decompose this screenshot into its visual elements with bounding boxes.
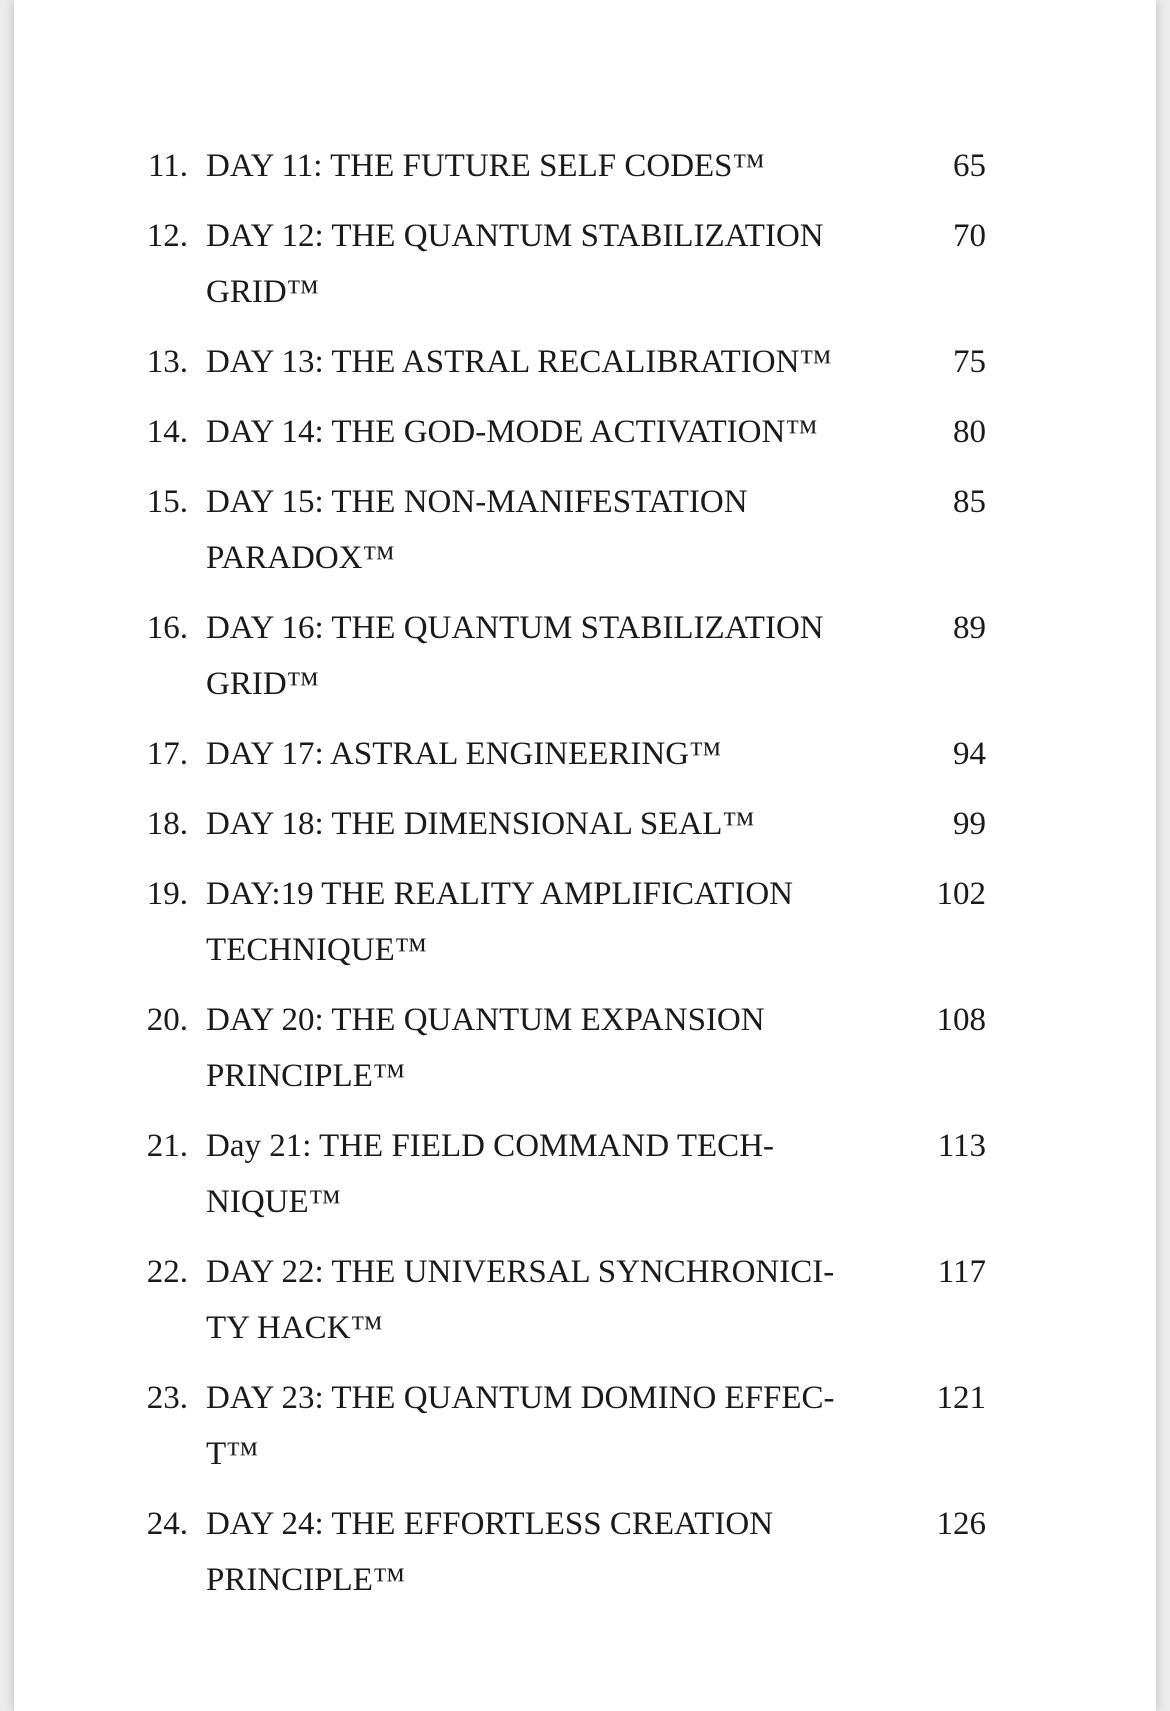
toc-entry-number: 17. (146, 736, 188, 772)
toc-entry-number: 11. (147, 148, 188, 184)
toc-entry-title: DAY 13: THE ASTRAL RECALIBRATION™ (206, 344, 832, 380)
toc-entry-title: DAY 23: THE QUANTUM DOMINO EFFEC- T™ (206, 1380, 835, 1472)
toc-entry-number: 15. (146, 484, 188, 520)
document-page (14, 0, 1156, 1711)
toc-entry-14 (126, 404, 986, 460)
toc-entry-number: 14. (146, 414, 188, 450)
toc-entry-page: 102 (936, 876, 986, 912)
toc-entry-title: DAY 15: THE NON-MANIFESTATION PARADOX™ (206, 484, 748, 576)
toc-entry-number: 24. (146, 1506, 188, 1542)
toc-entry-24 (126, 1496, 986, 1608)
toc-entry-22 (126, 1244, 986, 1356)
toc-entry-15 (126, 474, 986, 586)
toc-entry-title: DAY 12: THE QUANTUM STABILIZATION GRID™ (206, 218, 824, 310)
toc-entry-page: 113 (937, 1128, 986, 1164)
toc-entry-title: DAY 22: THE UNIVERSAL SYNCHRONICI- TY HACK™ (206, 1254, 835, 1346)
toc-entry-12 (126, 208, 986, 320)
toc-entry-page: 126 (936, 1506, 986, 1542)
toc-entry-21 (126, 1118, 986, 1230)
toc-entry-number: 23. (146, 1380, 188, 1416)
table-of-contents (126, 138, 986, 1622)
toc-entry-page: 89 (953, 610, 986, 646)
toc-entry-page: 80 (953, 414, 986, 450)
toc-entry-17 (126, 726, 986, 782)
toc-entry-number: 19. (146, 876, 188, 912)
toc-entry-title: DAY 14: THE GOD-MODE ACTIVATION™ (206, 414, 818, 450)
toc-entry-18 (126, 796, 986, 852)
toc-entry-13 (126, 334, 986, 390)
toc-entry-title: DAY 18: THE DIMENSIONAL SEAL™ (206, 806, 755, 842)
toc-entry-number: 22. (146, 1254, 188, 1290)
toc-entry-page: 117 (937, 1254, 986, 1290)
toc-entry-number: 13. (146, 344, 188, 380)
toc-entry-11 (126, 138, 986, 194)
toc-entry-page: 99 (953, 806, 986, 842)
toc-entry-title: Day 21: THE FIELD COMMAND TECH- NIQUE™ (206, 1128, 775, 1220)
toc-entry-title: DAY 17: ASTRAL ENGINEERING™ (206, 736, 722, 772)
toc-entry-page: 108 (936, 1002, 986, 1038)
toc-entry-page: 70 (953, 218, 986, 254)
toc-entry-number: 20. (146, 1002, 188, 1038)
toc-entry-title: DAY 16: THE QUANTUM STABILIZATION GRID™ (206, 610, 824, 702)
toc-entry-page: 121 (936, 1380, 986, 1416)
toc-entry-number: 18. (146, 806, 188, 842)
toc-entry-title: DAY 11: THE FUTURE SELF CODES™ (206, 148, 765, 184)
toc-entry-title: DAY:19 THE REALITY AMPLIFICATION TECHNIQUE™ (206, 876, 794, 968)
toc-entry-number: 16. (146, 610, 188, 646)
toc-entry-title: DAY 24: THE EFFORTLESS CREATION PRINCIPLE™ (206, 1506, 774, 1598)
toc-entry-title: DAY 20: THE QUANTUM EXPANSION PRINCIPLE™ (206, 1002, 765, 1094)
toc-entry-page: 85 (953, 484, 986, 520)
toc-entry-20 (126, 992, 986, 1104)
toc-entry-number: 21. (146, 1128, 188, 1164)
toc-entry-number: 12. (146, 218, 188, 254)
toc-entry-23 (126, 1370, 986, 1482)
toc-entry-16 (126, 600, 986, 712)
toc-entry-page: 75 (953, 344, 986, 380)
toc-entry-page: 65 (953, 148, 986, 184)
toc-entry-19 (126, 866, 986, 978)
toc-entry-page: 94 (953, 736, 986, 772)
